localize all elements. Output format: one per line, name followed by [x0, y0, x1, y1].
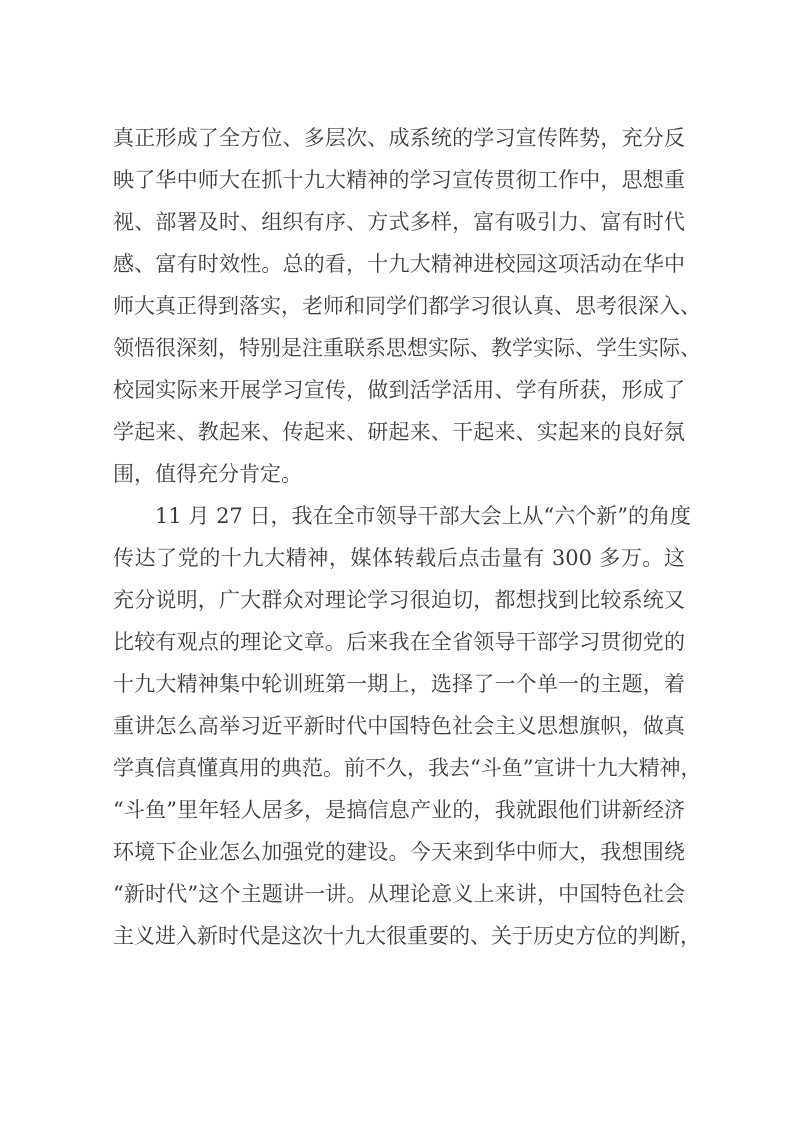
text-line: 环境下企业怎么加强党的建设。今天来到华中师大，我想围绕 — [113, 840, 685, 864]
paragraph-1 — [113, 117, 701, 495]
text-line: 校园实际来开展学习宣传，做到活学活用、学有所获，形成了 — [113, 378, 685, 402]
text-line: 传达了党的十九大精神，媒体转载后点击量有 300 多万。这 — [113, 546, 685, 570]
text-line: 视、部署及时、组织有序、方式多样，富有吸引力、富有时代 — [113, 210, 685, 234]
text-line: 映了华中师大在抓十九大精神的学习宣传贯彻工作中，思想重 — [113, 168, 685, 192]
text-line: 学真信真懂真用的典范。前不久，我去“斗鱼”宣讲十九大精神， — [113, 756, 702, 780]
text-line: 感、富有时效性。总的看，十九大精神进校园这项活动在华中 — [113, 252, 685, 276]
paragraph-2 — [113, 495, 702, 957]
text-line: 十九大精神集中轮训班第一期上，选择了一个单一的主题，着 — [113, 672, 685, 696]
text-line: 围，值得充分肯定。 — [113, 462, 302, 486]
text-line: 11 月 27 日，我在全市领导干部大会上从“六个新”的角度 — [155, 504, 691, 528]
document-page — [113, 117, 702, 957]
text-line: 比较有观点的理论文章。后来我在全省领导干部学习贯彻党的 — [113, 630, 685, 654]
text-line: 领悟很深刻，特别是注重联系思想实际、教学实际、学生实际、 — [113, 336, 701, 360]
text-line: 重讲怎么高举习近平新时代中国特色社会主义思想旗帜，做真 — [113, 714, 685, 738]
text-line: 充分说明，广大群众对理论学习很迫切，都想找到比较系统又 — [113, 588, 685, 612]
text-line: “斗鱼”里年轻人居多，是搞信息产业的，我就跟他们讲新经济 — [113, 798, 685, 822]
text-line: 真正形成了全方位、多层次、成系统的学习宣传阵势，充分反 — [113, 126, 685, 150]
text-line: 学起来、教起来、传起来、研起来、干起来、实起来的良好氛 — [113, 420, 685, 444]
text-line: 师大真正得到落实，老师和同学们都学习很认真、思考很深入、 — [113, 294, 701, 318]
text-line: 主义进入新时代是这次十九大很重要的、关于历史方位的判断， — [113, 924, 701, 948]
text-line: “新时代”这个主题讲一讲。从理论意义上来讲，中国特色社会 — [113, 882, 685, 906]
